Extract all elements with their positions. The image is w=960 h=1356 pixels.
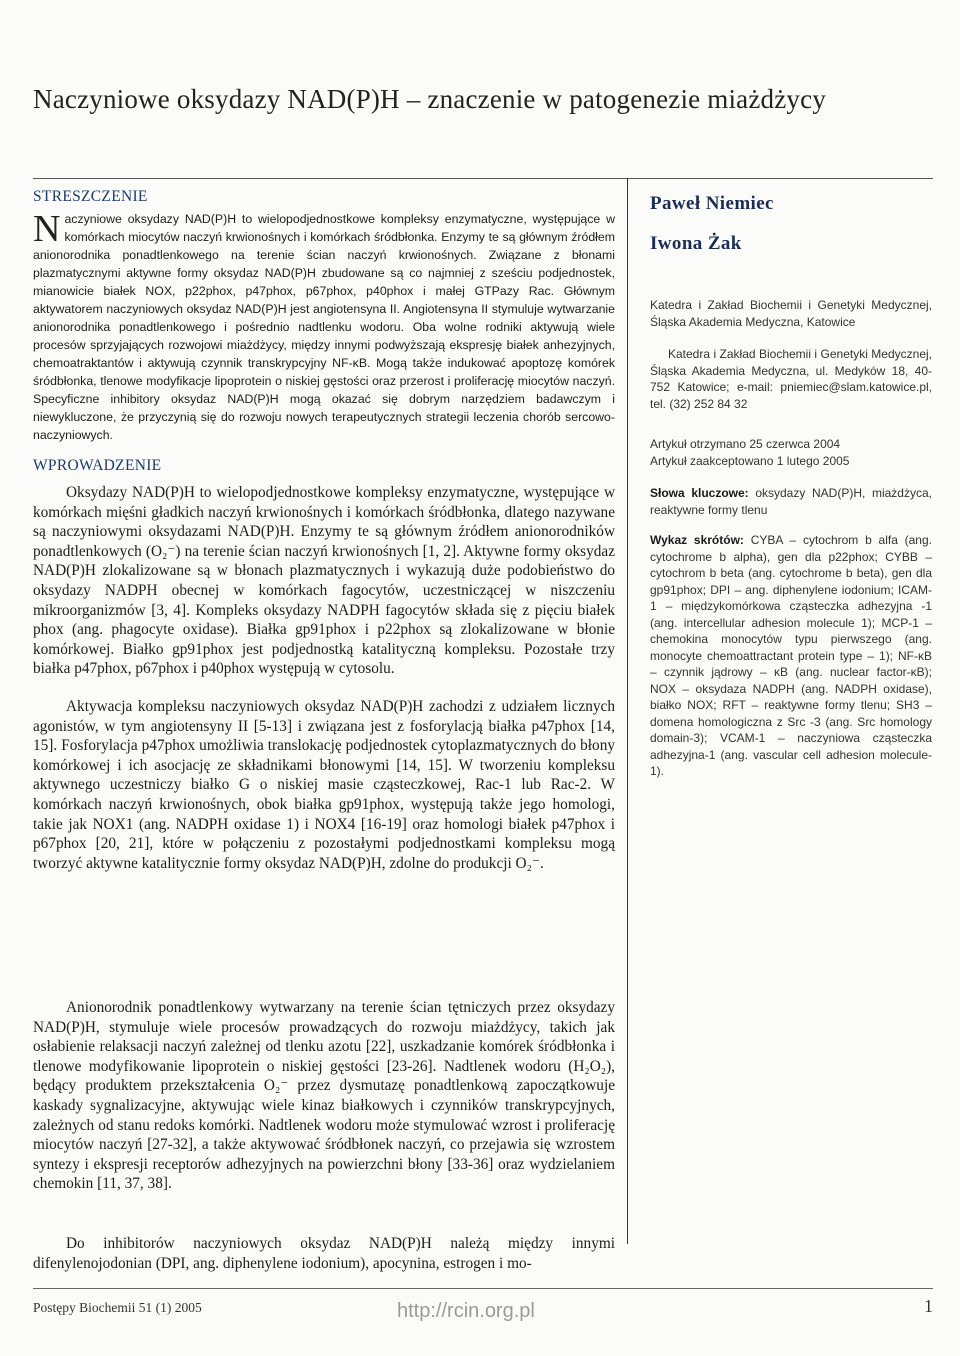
abstract-body: aczyniowe oksydazy NAD(P)H to wielopodjednostkowe kompleksy enzymatyczne, występujące w komórkach miocytów naczyń krwionośnych i komórkach śródbłonka. Enzymy te są głównym źródłem anionorodnika ponadtlenkowego na terenie ścian naczyń krwionośnych. Związane z błonami plazmatycznymi aktywne formy oksydaz NAD(P)H zbudowane są co najmniej z sześciu podjednostek, mianowicie białek NOX, p22phox, p47phox, p67phox, p40phox i małej GTPazy Rac. Głównym aktywatorem naczyniowych oksydaz NAD(P)H jest angiotensyna II. Angiotensyna II stymuluje wytwarzanie anionorodnika ponadtlenkowego i pośrednio nadtlenku wodoru. Oba wolne rodniki aktywują wiele procesów sprzyjających rozwojowi miażdżycy, między innymi podwyższają ekspresję białek anhezyjnych, chemoatraktantów i aktywują czynnik transkrypcyjny NF-κB. Mogą także indukować apoptozę komórek śródbłonka, tlenowe modyfikacje lipoprotein o niskiej gęstości oraz przerost i proliferację miocytów naczyń. Specyficzne inhibitory oksydaz NAD(P)H mogą okazać się dobrym narzędziem badawczym i niewykluczone, że przyczynią się do rozwoju nowych terapeutycznych strategii leczenia chorób sercowo-naczyniowych. bbox=[33, 212, 615, 442]
journal-citation: Postępy Biochemii 51 (1) 2005 bbox=[33, 1300, 202, 1315]
footer-rule bbox=[33, 1288, 933, 1289]
affiliation-2: Katedra i Zakład Biochemii i Genetyki Medycznej, Śląska Akademia Medyczna, ul. Medyków 18, 40-752 Katowice; e-mail: pniemiec@slam.katowice.pl, tel. (32) 252 84 32 bbox=[650, 347, 932, 411]
sidebar-column bbox=[650, 190, 932, 780]
top-rule bbox=[33, 178, 933, 179]
page-number: 1 bbox=[924, 1296, 933, 1316]
received-date: Artykuł otrzymano 25 czerwca 2004 bbox=[650, 437, 841, 451]
intro-paragraph-1: Oksydazy NAD(P)H to wielopodjednostkowe kompleksy enzymatyczne, występujące w komórkach mięśni gładkich naczyń krwionośnych i komórkach śródbłonka, dlatego nazywane są naczyniowymi oksydazami NAD(P)H. Enzymy te są głównym źródłem anionorodników ponadtlenkowych (O₂⁻) na terenie ścian naczyń krwionośnych [1, 2]. Aktywne formy oksydaz NAD(P)H zlokalizowane są w błonach plazmatycznych i wykazują duże podobieństwo do oksydazy NADPH obecnej w komórkach fagocytów, uczestniczącej w niszczeniu mikroorganizmów [3, 4]. Kompleks oksydazy NADPH fagocytów składa się z pięciu białek phox (ang. phagocyte oxidase). Białka gp91phox i p22phox są zlokalizowane w błonie komórkowej. Białko gp91phox jest podjednostką katalityczną kompleksu. Pozostałe trzy białka p47phox, p67phox i p40phox występują w cytosolu. bbox=[33, 484, 615, 678]
column-divider bbox=[627, 178, 628, 1244]
keywords-label: Słowa kluczowe: bbox=[650, 486, 749, 500]
abbreviations-text: CYBA – cytochrom b alfa (ang. cytochrome b alpha), gen dla p22phox; CYBB – cytochrom b beta (ang. cytochrome b beta), gen dla gp91phox; DPI – ang. diphenylene iodonium; ICAM-1 – międzykomórkowa cząsteczka adhezyjna -1 (ang. intercellular adhesion molecule 1); MCP-1 – chemokina monocytów typu pierwszego (ang. monocyte chemoattractant protein type – 1); NF-κB – czynnik jądrowy – κB (ang. nuclear factor-κB); NOX – oksydaza NADPH (ang. NADPH oxidase), białko NOX; RFT – reaktywne formy tlenu; SH3 – domena homologiczna z Src -3 (ang. Src homology domain-3); VCAM-1 – naczyniowa cząsteczka adhezyjna-1 (ang. vascular cell adhesion molecule-1). bbox=[650, 533, 932, 778]
intro-paragraph-2: Aktywacja kompleksu naczyniowych oksydaz NAD(P)H zachodzi z udziałem licznych agonistów, w tym angiotensyny II [5-13] i związana jest z fosforylacją białka p47phox [14, 15]. Fosforylacja p47phox umożliwia translokację podjednostek cytoplazmatycznych do błony komórkowej i ich asocjację ze składnikami błonowymi [14, 15]. W tworzeniu kompleksu aktywnego uczestniczy białko G o niskiej masie cząsteczkowej, Rac-1 lub Rac-2. W komórkach naczyń krwionośnych, obok białka gp91phox, występują także jego homologi, takie jak NOX1 (ang. NADPH oxidase 1) i NOX4 [16-19] oraz homologi białek p47phox i p67phox [20, 21], które w połączeniu z pozostałymi podjednostkami kompleksu mogą tworzyć aktywne katalitycznie formy oksydaz NAD(P)H, zdolne do produkcji O₂⁻. bbox=[33, 697, 615, 872]
abstract-heading: STRESZCZENIE bbox=[33, 188, 148, 205]
abstract-text bbox=[33, 210, 615, 444]
abbreviations-label: Wykaz skrótów: bbox=[650, 533, 744, 547]
watermark-url: http://rcin.org.pl bbox=[397, 1300, 535, 1322]
abbreviations bbox=[650, 532, 932, 780]
intro-heading: WPROWADZENIE bbox=[33, 457, 162, 474]
intro-paragraph-4: Do inhibitorów naczyniowych oksydaz NAD(P)H należą między innymi difenylenojodonian (DPI, ang. diphenylene iodonium), apocynina, estrogen i mo- bbox=[33, 1235, 615, 1272]
intro-paragraph-3: Anionorodnik ponadtlenkowy wytwarzany na terenie ścian tętniczych przez oksydazy NAD(P)H, stymuluje wiele procesów prowadzących do rozwoju miażdżycy, takich jak osłabienie relaksacji naczyń zależnej od tlenku azotu [22], uszkadzanie komórek śródbłonka i tlenowe modyfikowanie lipoprotein o niskiej gęstości [23-26]. Nadtlenek wodoru (H₂O₂), będący produktem przekształcenia O₂⁻ przez dysmutazę ponadtlenkową zapoczątkowuje kaskady sygnalizacyjne, aktywując wiele kinaz białkowych i czynników transkrypcyjnych, zależnych od stanu redoks komórki. Nadtlenek wodoru może stymulować wzrost i proliferację miocytów naczyń [27-32], a także aktywować śródbłonek naczyń, co przejawia się wzrostem syntezy i ekspresji receptorów adhezyjnych na powierzchni błony [33-36] oraz wydzielaniem chemokin [11, 37, 38]. bbox=[33, 999, 615, 1193]
keywords bbox=[650, 485, 932, 518]
author-1: Paweł Niemiec bbox=[650, 193, 774, 214]
accepted-date: Artykuł zaakceptowano 1 lutego 2005 bbox=[650, 453, 850, 468]
main-column bbox=[33, 188, 615, 873]
author-2: Iwona Żak bbox=[650, 233, 742, 254]
dropcap: N bbox=[33, 208, 61, 250]
article-title: Naczyniowe oksydazy NAD(P)H – znaczenie w patogenezie miażdżycy bbox=[33, 84, 827, 114]
keywords-text: oksydazy NAD(P)H, miażdżyca, reaktywne formy tlenu bbox=[650, 486, 932, 517]
affiliation-1: Katedra i Zakład Biochemii i Genetyki Medycznej, Śląska Akademia Medyczna, Katowice bbox=[650, 298, 932, 329]
